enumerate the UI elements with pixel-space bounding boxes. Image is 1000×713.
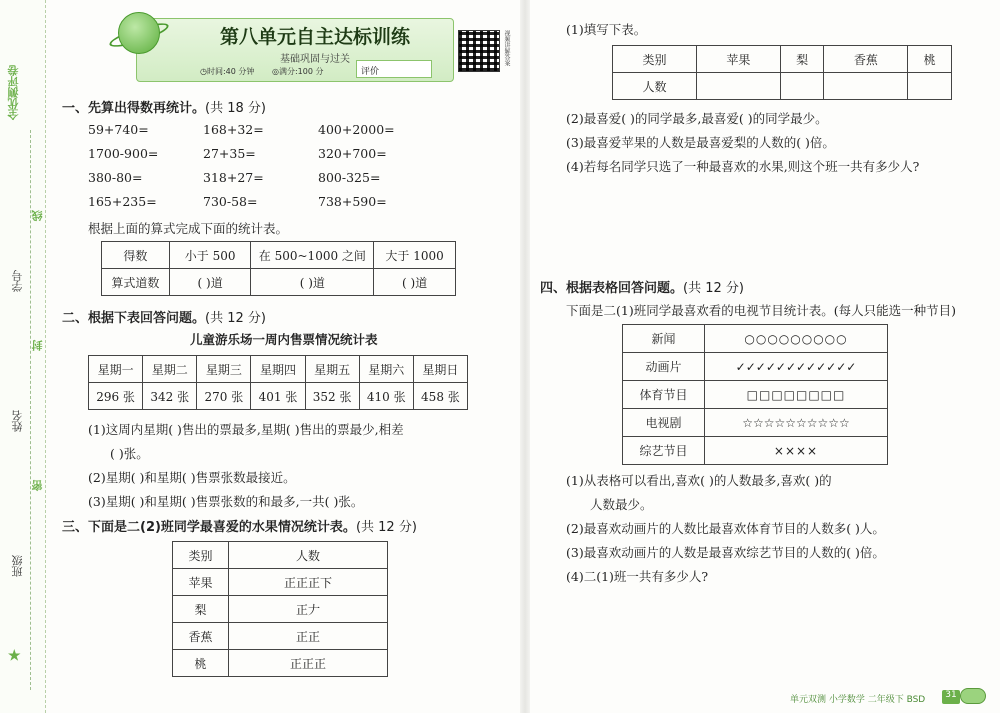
tv-program-table xyxy=(622,324,888,465)
mascot-icon xyxy=(960,688,986,704)
table-header: 类别 xyxy=(173,542,229,569)
section-4-intro: 下面是二(1)班同学最喜欢看的电视节目统计表。(每人只能选一种节目) xyxy=(566,303,956,318)
day-header: 星期二 xyxy=(143,356,197,383)
result-count-table xyxy=(101,241,456,296)
tally-mark: 正正 xyxy=(229,623,388,650)
planet-icon xyxy=(118,12,160,54)
ticket-count: 458 张 xyxy=(413,383,467,410)
program-name: 综艺节目 xyxy=(623,437,705,465)
program-name: 电视剧 xyxy=(623,409,705,437)
equation: 738+590= xyxy=(318,194,387,209)
table-header: 大于 1000 xyxy=(374,242,456,269)
table-header: 桃 xyxy=(908,46,952,73)
question-3-3: (3)最喜爱苹果的人数是最喜爱梨的人数的( )倍。 xyxy=(566,135,835,150)
time-limit: ◷时间:40 分钟 xyxy=(200,67,255,76)
equation: 27+35= xyxy=(203,146,256,161)
table-header: 得数 xyxy=(102,242,170,269)
equation: 1700-900= xyxy=(88,146,159,161)
brand-logo: ★ xyxy=(8,648,21,664)
answer-cell[interactable]: ( )道 xyxy=(374,269,456,296)
answer-cell[interactable] xyxy=(780,73,824,100)
question-4-3: (3)最喜欢动画片的人数是最喜欢综艺节目的人数的( )倍。 xyxy=(566,545,885,560)
book-spine xyxy=(520,0,530,713)
table-header: 梨 xyxy=(780,46,824,73)
table-header: 香蕉 xyxy=(824,46,908,73)
ticket-count: 401 张 xyxy=(251,383,305,410)
fruit-name: 香蕉 xyxy=(173,623,229,650)
equation: 59+740= xyxy=(88,122,149,137)
full-score: ◎满分:100 分 xyxy=(272,67,324,76)
answer-cell[interactable] xyxy=(696,73,780,100)
answer-cell[interactable]: ( )道 xyxy=(251,269,374,296)
evaluation-box: 评价 xyxy=(356,60,432,78)
section-2-heading: 二、根据下表回答问题。(共 12 分) xyxy=(62,311,266,326)
program-name: 新闻 xyxy=(623,325,705,353)
seal-mark-2: 封 xyxy=(31,340,44,351)
question-4-1: (1)从表格可以看出,喜欢( )的人数最多,喜欢( )的 xyxy=(566,473,832,488)
equation: 318+27= xyxy=(203,170,264,185)
answer-cell[interactable] xyxy=(908,73,952,100)
question-2-1-cont: ( )张。 xyxy=(110,446,149,461)
qr-code-icon xyxy=(458,30,500,72)
seal-mark-3: 密 xyxy=(31,480,44,491)
table-header: 在 500~1000 之间 xyxy=(251,242,374,269)
equation: 730-58= xyxy=(203,194,258,209)
ticket-sales-table xyxy=(88,355,468,410)
equation: 165+235= xyxy=(88,194,157,209)
fruit-count-table xyxy=(612,45,952,100)
day-header: 星期五 xyxy=(305,356,359,383)
fruit-tally-table xyxy=(172,541,388,677)
equation: 320+700= xyxy=(318,146,387,161)
pictograph: ✓✓✓✓✓✓✓✓✓✓✓✓ xyxy=(705,353,888,381)
ticket-count: 352 张 xyxy=(305,383,359,410)
equation: 400+2000= xyxy=(318,122,395,137)
question-3-1: (1)填写下表。 xyxy=(566,22,647,37)
answer-cell[interactable] xyxy=(824,73,908,100)
fruit-name: 梨 xyxy=(173,596,229,623)
day-header: 星期三 xyxy=(197,356,251,383)
question-3-4: (4)若每名同学只选了一种最喜欢的水果,则这个班一共有多少人? xyxy=(566,159,920,174)
brand-vertical: 全优测评卷 xyxy=(7,65,20,120)
equation: 380-80= xyxy=(88,170,143,185)
fruit-name: 桃 xyxy=(173,650,229,677)
tally-mark: 正𠂇 xyxy=(229,596,388,623)
seal-mark-1: 线 xyxy=(31,210,44,221)
day-header: 星期日 xyxy=(413,356,467,383)
pictograph: ○○○○○○○○○ xyxy=(705,325,888,353)
pictograph: □□□□□□□□ xyxy=(705,381,888,409)
section-1-heading: 一、先算出得数再统计。(共 18 分) xyxy=(62,101,266,116)
footer-text: 单元双测 小学数学 二年级下 BSD xyxy=(790,695,926,705)
section-1-instruction: 根据上面的算式完成下面的统计表。 xyxy=(88,221,289,236)
program-name: 动画片 xyxy=(623,353,705,381)
page-subtitle: 基础巩固与过关 xyxy=(280,54,350,65)
student-id-label: 学号 xyxy=(11,270,24,292)
program-name: 体育节目 xyxy=(623,381,705,409)
tally-mark: 正正正下 xyxy=(229,569,388,596)
student-name-label: 姓名 xyxy=(11,410,24,432)
ticket-count: 296 张 xyxy=(89,383,143,410)
day-header: 星期一 xyxy=(89,356,143,383)
table-header: 人数 xyxy=(229,542,388,569)
equation: 800-325= xyxy=(318,170,381,185)
day-header: 星期四 xyxy=(251,356,305,383)
answer-cell[interactable]: ( )道 xyxy=(169,269,251,296)
table-header: 小于 500 xyxy=(169,242,251,269)
fruit-name: 苹果 xyxy=(173,569,229,596)
table-header: 类别 xyxy=(613,46,697,73)
day-header: 星期六 xyxy=(359,356,413,383)
section-3-heading: 三、下面是二(2)班同学最喜爱的水果情况统计表。(共 12 分) xyxy=(62,520,417,535)
question-4-4: (4)二(1)班一共有多少人? xyxy=(566,569,709,584)
equation: 168+32= xyxy=(203,122,264,137)
tally-mark: 正正正 xyxy=(229,650,388,677)
row-label: 人数 xyxy=(613,73,697,100)
pictograph: ☆☆☆☆☆☆☆☆☆☆ xyxy=(705,409,888,437)
page-title: 第八单元自主达标训练 xyxy=(219,26,410,48)
class-label: 班级 xyxy=(11,555,24,577)
question-4-2: (2)最喜欢动画片的人数比最喜欢体育节目的人数多( )人。 xyxy=(566,521,885,536)
row-label: 算式道数 xyxy=(102,269,170,296)
section-4-heading: 四、根据表格回答问题。(共 12 分) xyxy=(540,281,744,296)
qr-caption: 视频讲解答案 xyxy=(503,30,510,66)
table-header: 苹果 xyxy=(696,46,780,73)
question-3-2: (2)最喜爱( )的同学最多,最喜爱( )的同学最少。 xyxy=(566,111,828,126)
question-2-1: (1)这周内星期( )售出的票最多,星期( )售出的票最少,相差 xyxy=(88,422,404,437)
ticket-count: 410 张 xyxy=(359,383,413,410)
question-2-2: (2)星期( )和星期( )售票张数最接近。 xyxy=(88,470,296,485)
ticket-count: 342 张 xyxy=(143,383,197,410)
question-4-1-cont: 人数最少。 xyxy=(590,497,653,512)
pictograph: ×××× xyxy=(705,437,888,465)
ticket-table-title: 儿童游乐场一周内售票情况统计表 xyxy=(190,332,378,347)
page-number: 31 xyxy=(942,690,960,704)
ticket-count: 270 张 xyxy=(197,383,251,410)
question-2-3: (3)星期( )和星期( )售票张数的和最多,一共( )张。 xyxy=(88,494,364,509)
